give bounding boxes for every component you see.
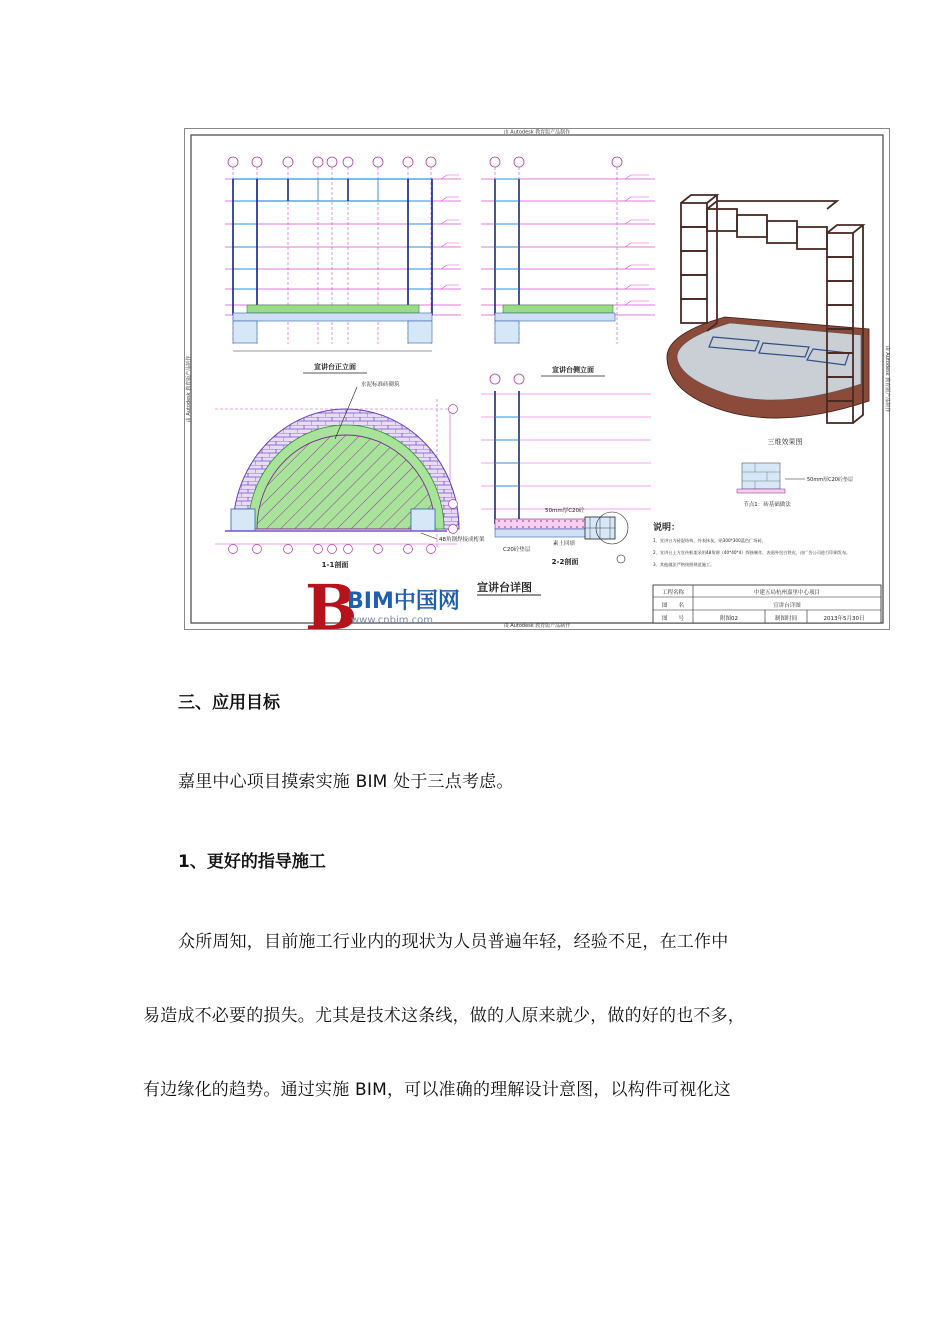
body-line-1: 众所周知，目前施工行业内的现状为人员普遍年轻，经验不足，在工作中	[178, 932, 729, 952]
body-line-3: 有边缘化的趋势。通过实施 BIM，可以准确的理解设计意图，以构件可视化这	[143, 1080, 731, 1100]
drawing-number-value: 附图02	[720, 616, 738, 622]
project-value: 中建五局杭州嘉里中心项目	[753, 590, 821, 596]
section-1-1	[215, 380, 485, 569]
construction-drawing	[184, 128, 890, 644]
front-elevation-title: 宣讲台正立面	[314, 363, 356, 371]
header-note: 由 Autodesk 教育版产品制作	[503, 129, 571, 136]
front-elevation	[225, 157, 461, 373]
base-label: C20砼垫层	[503, 547, 531, 553]
footer-note: 由 Autodesk 教育版产品制作	[503, 623, 571, 629]
note-1: 1、宣讲台为砖混结构，外表抹灰，贴300*300蓝色广场砖。	[653, 538, 766, 543]
section-1-1-title: 1-1剖面	[321, 561, 349, 569]
date-label: 制图时间	[774, 616, 798, 622]
logo-bim-text: BIM中国网	[347, 589, 460, 614]
intro-paragraph: 嘉里中心项目摸索实施 BIM 处于三点考虑。	[178, 772, 514, 792]
side-note-right: 由 Autodesk 教育版产品制作	[884, 345, 890, 413]
threed-title: 三维效果图	[767, 438, 803, 446]
notes-heading: 说明：	[653, 523, 681, 533]
notes-block	[653, 521, 850, 568]
arch-material-label: 水泥标准砖砌筑	[361, 382, 400, 388]
side-elevation	[481, 157, 655, 376]
logo-letter-b: B	[305, 571, 358, 644]
section-heading-3: 三、应用目标	[178, 693, 280, 713]
drawing-number-label: 图 号	[661, 616, 685, 622]
subsection-heading-1: 1、更好的指导施工	[178, 852, 326, 872]
note-2: 2、宣讲台上方宣传框架采用48角钢（40*40*4）焊接制作，表面外包白铁皮，由广告公司进行印刷发布。	[653, 550, 851, 555]
side-elevation-title: 宣讲台侧立面	[552, 366, 594, 374]
date-value: 2013年5月30日	[823, 616, 865, 622]
drawing-name-label: 图 名	[661, 603, 685, 609]
body-line-2: 易造成不必要的损失。尤其是技术这条线，做的人原来就少，做的好的也不多，	[143, 1006, 745, 1026]
node-title: 节点1：砖基础做法	[743, 502, 791, 508]
title-block	[653, 585, 881, 623]
floor-label: 50mm厚C20砼	[545, 508, 585, 514]
project-label: 工程名称	[661, 590, 685, 596]
section-2-2	[481, 374, 651, 566]
threed-view	[667, 195, 869, 508]
note-3: 3、其他做法严格按照规范施工。	[653, 562, 715, 567]
logo-url: www.cnbim.com	[351, 615, 434, 626]
section-2-2-title: 2-2剖面	[551, 558, 579, 566]
bim-logo	[305, 571, 541, 644]
steel-truss-label: 48角钢焊接成桁架	[439, 537, 485, 543]
drawing-name-value: 宣讲台详图	[773, 603, 801, 609]
side-note-left: 由 Autodesk 教育版产品制作	[186, 355, 192, 423]
logo-caption: 宣讲台详图	[477, 581, 532, 594]
fill-label: 素土回填	[553, 541, 576, 547]
node-label: 50mm厚C20砼垫层	[807, 477, 853, 483]
